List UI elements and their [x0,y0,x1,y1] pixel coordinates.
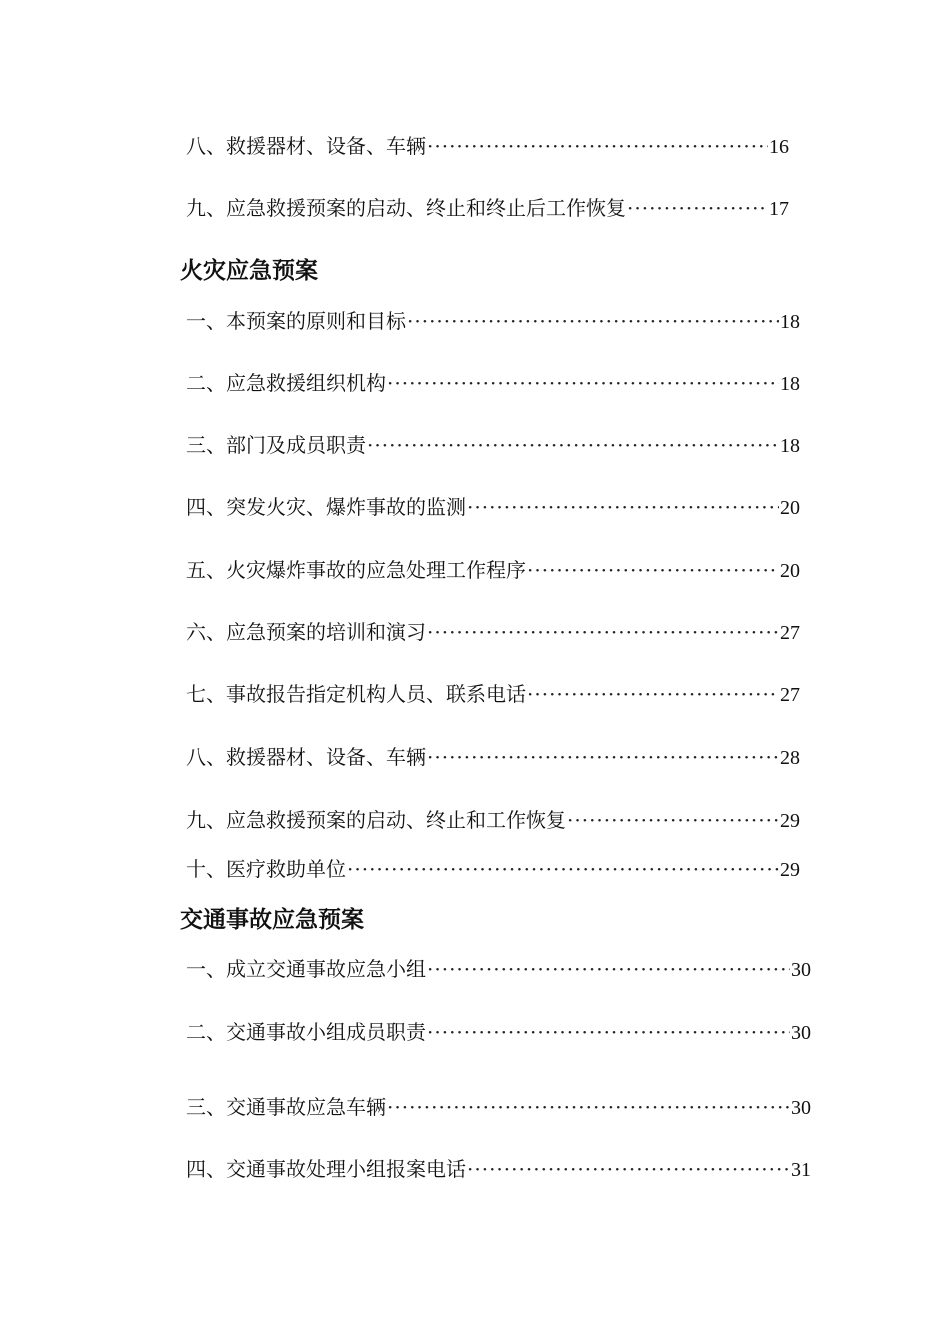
toc-number: 八、 [186,745,226,769]
leader-dots [527,681,779,707]
toc-page-number: 28 [780,747,800,769]
toc-label: 应急救援预案的启动、终止和工作恢复 [226,808,566,832]
leader-dots [427,133,768,159]
toc-page-number: 27 [780,684,800,706]
leader-dots [567,807,779,833]
toc-entry [186,1019,811,1046]
toc-page-number: 31 [791,1159,811,1181]
toc-entry [186,956,811,983]
toc-number: 三、 [186,433,226,457]
toc-page-number: 30 [791,959,811,981]
toc-page-number: 29 [780,859,800,881]
toc-number: 七、 [186,682,226,706]
toc-number: 二、 [186,371,226,395]
toc-page-number: 30 [791,1022,811,1044]
toc-label: 九、应急救援预案的启动、终止和终止后工作恢复 [186,196,626,220]
leader-dots [467,1156,790,1182]
toc-label: 事故报告指定机构人员、联系电话 [226,682,526,706]
toc-page-number: 17 [769,198,789,220]
toc-number: 一、 [186,309,226,333]
toc-entry [186,807,800,834]
toc-entry [186,370,800,397]
toc-number: 四、 [186,495,226,519]
toc-label: 火灾爆炸事故的应急处理工作程序 [226,558,526,582]
toc-entry [186,1094,811,1121]
toc-entry [186,133,789,160]
leader-dots [467,494,779,520]
leader-dots [387,370,779,396]
toc-entry [186,619,800,646]
toc-label: 部门及成员职责 [226,433,366,457]
toc-label: 救援器材、设备、车辆 [226,745,426,769]
toc-entry [186,432,800,459]
toc-label: 一、成立交通事故应急小组 [186,957,426,981]
toc-entry [186,856,800,883]
leader-dots [387,1094,790,1120]
toc-label: 突发火灾、爆炸事故的监测 [226,495,466,519]
toc-page-number: 20 [780,497,800,519]
toc-number: 六、 [186,620,226,644]
toc-label: 四、交通事故处理小组报案电话 [186,1157,466,1181]
toc-label: 本预案的原则和目标 [226,309,406,333]
toc-page-number: 30 [791,1097,811,1119]
toc-entry [186,195,789,222]
toc-label: 三、交通事故应急车辆 [186,1095,386,1119]
toc-label: 医疗救助单位 [226,857,346,881]
toc-entry [186,557,800,584]
section-heading-fire: 火灾应急预案 [180,258,318,284]
leader-dots [407,308,779,334]
toc-page-number: 16 [769,136,789,158]
toc-label: 应急救援组织机构 [226,371,386,395]
section-heading-traffic: 交通事故应急预案 [180,907,364,933]
toc-label: 八、救援器材、设备、车辆 [186,134,426,158]
toc-entry [186,308,800,335]
leader-dots [427,744,779,770]
toc-page-number: 20 [780,560,800,582]
toc-number: 五、 [186,558,226,582]
leader-dots [367,432,779,458]
leader-dots [347,856,779,882]
toc-entry [186,681,800,708]
toc-label: 二、交通事故小组成员职责 [186,1020,426,1044]
leader-dots [427,956,790,982]
toc-entry [186,1156,811,1183]
toc-page-number: 18 [780,373,800,395]
toc-entry [186,744,800,771]
leader-dots [427,619,779,645]
toc-number: 十、 [186,857,226,881]
toc-page-number: 18 [780,311,800,333]
toc-label: 应急预案的培训和演习 [226,620,426,644]
leader-dots [427,1019,790,1045]
toc-page-number: 18 [780,435,800,457]
leader-dots [527,557,779,583]
leader-dots [627,195,768,221]
toc-number: 九、 [186,808,226,832]
toc-page-number: 27 [780,622,800,644]
toc-page-number: 29 [780,810,800,832]
toc-entry [186,494,800,521]
